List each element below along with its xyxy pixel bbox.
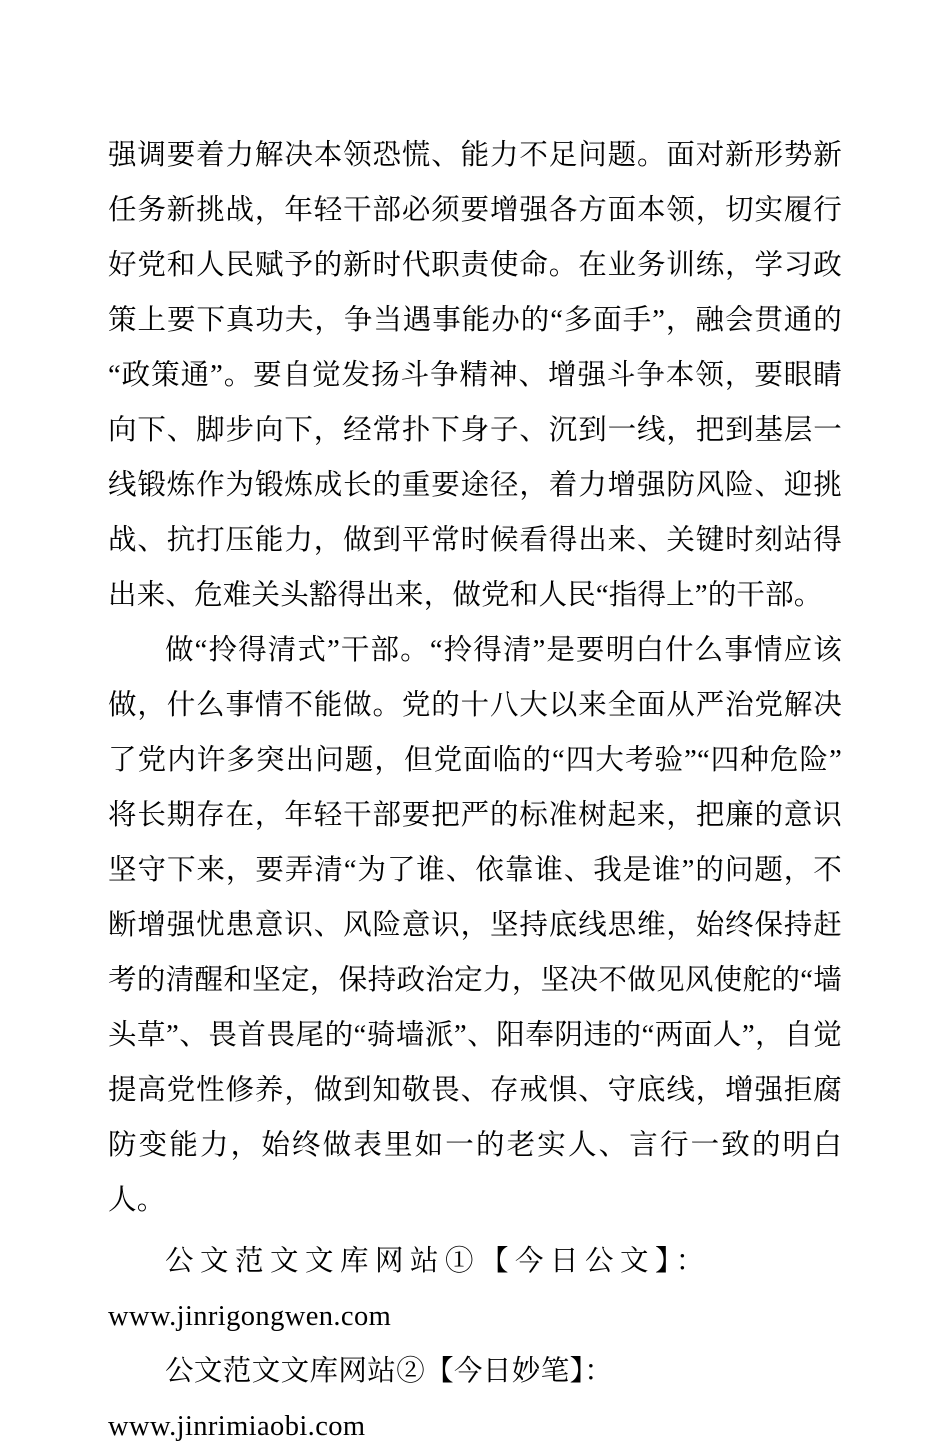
document-body: [108, 128, 842, 1454]
footer-block: [108, 1234, 842, 1454]
footer-site-1-url: www.jinrigongwen.com: [108, 1301, 392, 1332]
paragraph-1: 强调要着力解决本领恐慌、能力不足问题。面对新形势新任务新挑战，年轻干部必须要增强各方面本领，切实履行好党和人民赋予的新时代职责使命。在业务训练，学习政策上要下真功夫，争当遇事能办的“多面手”，融会贯通的“政策通”。要自觉发扬斗争精神、增强斗争本领，要眼睛向下、脚步向下，经常扑下身子、沉到一线，把到基层一线锻炼作为锻炼成长的重要途径，着力增强防风险、迎挑战、抗打压能力，做到平常时候看得出来、关键时刻站得出来、危难关头豁得出来，做党和人民“指得上”的干部。: [108, 140, 842, 611]
paragraph-2: 做“拎得清式”干部。“拎得清”是要明白什么事情应该做，什么事情不能做。党的十八大以来全面从严治党解决了党内许多突出问题，但党面临的“四大考验”“四种危险”将长期存在，年轻干部要把严的标准树起来，把廉的意识坚守下来，要弄清“为了谁、依靠谁、我是谁”的问题，不断增强忧患意识、风险意识，坚持底线思维，始终保持赶考的清醒和坚定，保持政治定力，坚决不做见风使舵的“墙头草”、畏首畏尾的“骑墙派”、阳奉阴违的“两面人”，自觉提高党性修养，做到知敬畏、存戒惧、守底线，增强拒腐防变能力，始终做表里如一的老实人、言行一致的明白人。: [108, 635, 842, 1216]
footer-site-2-label: 公文范文文库网站②【今日妙笔】：www.jinrimiaobi.com: [108, 1356, 614, 1442]
footer-site-1-label: 公文范文文库网站①【今日公文】：: [165, 1246, 711, 1277]
